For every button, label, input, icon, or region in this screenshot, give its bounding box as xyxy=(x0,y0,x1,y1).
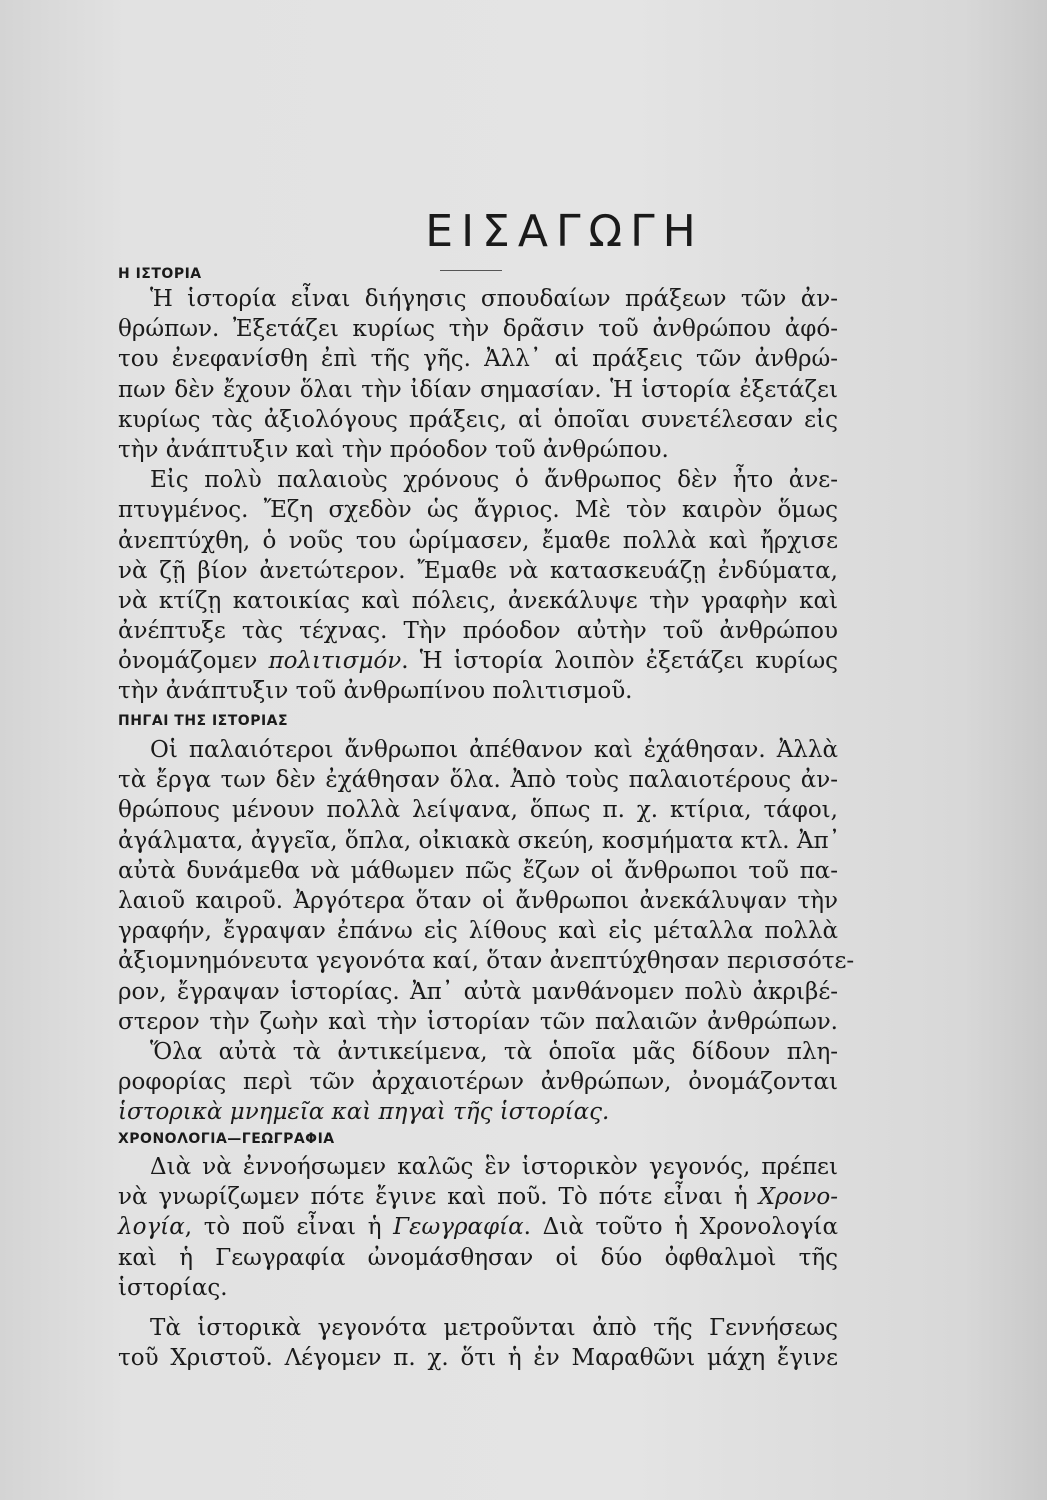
emphasis-chronology-end: λογία xyxy=(118,1214,185,1241)
section-body-chronology-geography xyxy=(118,1152,838,1373)
emphasis-geography: Γεωγραφία xyxy=(393,1214,524,1241)
text-run: , τὸ ποῦ εἶναι ἡ xyxy=(184,1214,382,1241)
text-line: ἀξιομνημόνευτα γεγονότα καί, ὅταν ἀνεπτύχθησαν περισσότε- xyxy=(118,948,855,975)
text-line: τὰ ἔργα των δὲν ἐχάθησαν ὅλα. Ἀπὸ τοὺς παλαιοτέρους ἀν- xyxy=(118,767,838,794)
emphasis-chronology: Χρονο- xyxy=(758,1184,838,1211)
text-line: τὴν ἀνάπτυξιν τοῦ ἀνθρωπίνου πολιτισμοῦ. xyxy=(118,678,633,705)
text-line: ἱστορικὰ μνημεῖα καὶ πηγαὶ τῆς ἱστορίας. xyxy=(118,1099,610,1126)
text-line: στερον τὴν ζωὴν καὶ τὴν ἱστορίαν τῶν παλαιῶν ἀνθρώπων. xyxy=(118,1008,838,1035)
text-run: ὀνομάζομεν xyxy=(118,648,258,675)
section-body-history xyxy=(118,284,838,707)
text-line: Τὰ ἱστορικὰ γεγονότα μετροῦνται ἀπὸ τῆς Γεννήσεως xyxy=(150,1314,838,1341)
text-line: νὰ κτίζῃ κατοικίας καὶ πόλεις, ἀνεκάλυψε τὴν γραφὴν καὶ xyxy=(118,587,838,614)
emphasis-civilization: πολιτισμόν xyxy=(268,648,402,675)
section-body-sources xyxy=(118,735,855,1127)
text-line: του ἐνεφανίσθη ἐπὶ τῆς γῆς. Ἀλλ᾽ αἱ πράξεις τῶν ἀνθρώ- xyxy=(118,346,838,373)
text-line: ροφορίας περὶ τῶν ἀρχαιοτέρων ἀνθρώπων, ὀνομάζονται xyxy=(118,1069,838,1096)
text-line: γραφήν, ἔγραψαν ἐπάνω εἰς λίθους καὶ εἰς μέταλλα πολλὰ xyxy=(118,918,838,945)
text-line: νὰ ζῇ βίον ἀνετώτερον. Ἔμαθε νὰ κατασκευάζῃ ἐνδύματα, xyxy=(118,557,838,584)
section-heading-history: Η ΙΣΤΟΡΙΑ xyxy=(118,266,202,282)
text-line: κυρίως τὰς ἀξιολόγους πράξεις, αἱ ὁποῖαι συνετέλεσαν εἰς xyxy=(118,406,838,433)
text-line: ρον, ἔγραψαν ἱστορίας. Ἀπ᾽ αὐτὰ μανθάνομεν πολὺ ἀκριβέ- xyxy=(118,978,838,1005)
text-line: λαιοῦ καιροῦ. Ἀργότερα ὅταν οἱ ἄνθρωποι ἀνεκάλυψαν τὴν xyxy=(118,887,838,914)
text-line: τὴν ἀνάπτυξιν καὶ τὴν πρόοδον τοῦ ἀνθρώπου. xyxy=(118,436,669,463)
text-line: Ὅλα αὐτὰ τὰ ἀντικείμενα, τὰ ὁποῖα μᾶς δίδουν πλη- xyxy=(150,1038,838,1065)
text-line: ἀγάλματα, ἀγγεῖα, ὅπλα, οἰκιακὰ σκεύη, κοσμήματα κτλ. Ἀπ᾽ xyxy=(118,827,841,854)
text-line: πτυγμένος. Ἔζη σχεδὸν ὡς ἄγριος. Μὲ τὸν καιρὸν ὅμως xyxy=(118,497,838,524)
text-line xyxy=(118,646,838,676)
text-run: νὰ γνωρίζωμεν πότε ἔγινε καὶ ποῦ. Τὸ πότε εἶναι ἡ xyxy=(118,1184,748,1211)
text-line: θρώπους μένουν πολλὰ λείψανα, ὅπως π. χ. κτίρια, τάφοι, xyxy=(118,797,838,824)
text-line: πων δὲν ἔχουν ὅλαι τὴν ἰδίαν σημασίαν. Ἡ ἱστορία ἐξετάζει xyxy=(118,376,838,403)
text-line: Διὰ νὰ ἐννοήσωμεν καλῶς ἓν ἱστορικὸν γεγονός, πρέπει xyxy=(150,1154,838,1180)
text-line: ἱστορίας. xyxy=(118,1274,228,1301)
text-line: ἀνέπτυξε τὰς τέχνας. Τὴν πρόοδον αὐτὴν τοῦ ἀνθρώπου xyxy=(118,618,838,645)
text-line: Οἱ παλαιότεροι ἄνθρωποι ἀπέθανον καὶ ἐχάθησαν. Ἀλλὰ xyxy=(150,737,838,763)
text-run: . Διὰ τοῦτο ἡ Χρονολογία xyxy=(523,1214,838,1241)
text-line: αὐτὰ δυνάμεθα νὰ μάθωμεν πῶς ἔζων οἱ ἄνθρωποι τοῦ πα- xyxy=(118,857,838,884)
section-heading-chronology-geography: ΧΡΟΝΟΛΟΓΙΑ—ΓΕΩΓΡΑΦΙΑ xyxy=(118,1131,335,1147)
text-line xyxy=(118,1212,838,1242)
text-line xyxy=(118,1182,838,1212)
title-rule xyxy=(440,270,502,271)
text-line: Εἰς πολὺ παλαιοὺς χρόνους ὁ ἄνθρωπος δὲν ἦτο ἀνε- xyxy=(150,467,838,494)
chapter-title: ΕΙΣΑΓΩΓΗ xyxy=(425,206,704,257)
text-line: ἀνεπτύχθη, ὁ νοῦς του ὡρίμασεν, ἔμαθε πολλὰ καὶ ἤρχισε xyxy=(118,527,838,554)
text-line: θρώπων. Ἐξετάζει κυρίως τὴν δρᾶσιν τοῦ ἀνθρώπου ἀφό- xyxy=(118,316,838,343)
text-run: . Ἡ ἱστορία λοιπὸν ἐξετάζει κυρίως xyxy=(401,648,838,675)
section-heading-sources: ΠΗΓΑΙ ΤΗΣ ΙΣΤΟΡΙΑΣ xyxy=(118,713,289,729)
text-line: τοῦ Χριστοῦ. Λέγομεν π. χ. ὅτι ἡ ἐν Μαραθῶνι μάχη ἔγινε xyxy=(118,1345,838,1372)
text-line: καὶ ἡ Γεωγραφία ὠνομάσθησαν οἱ δύο ὀφθαλμοὶ τῆς xyxy=(118,1244,838,1271)
text-line: Ἡ ἱστορία εἶναι διήγησις σπουδαίων πράξεων τῶν ἀν- xyxy=(150,286,838,312)
